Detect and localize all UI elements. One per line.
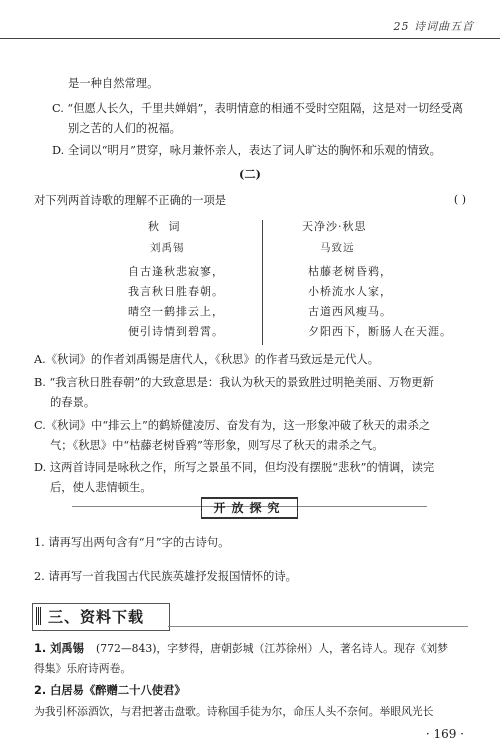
part2-option-d-line1: D. 这两首诗同是咏秋之作，所写之景虽不同，但均没有摆脱“悲秋”的情调，读完	[34, 461, 435, 474]
poem1-line-3: 晴空一鹤排云上，	[128, 305, 224, 318]
part2-option-a: A.《秋词》的作者刘禹锡是唐代人，《秋思》的作者马致远是元代人。	[34, 353, 380, 366]
poem1-line-2: 我言秋日胜春朝。	[128, 285, 224, 298]
poem1-line-4: 便引诗情到碧霄。	[128, 325, 224, 338]
poem1-author: 刘禹锡	[150, 242, 185, 254]
poem2-line-4: 夕阳西下，断肠人在天涯。	[308, 325, 452, 338]
page-number: · 169 ·	[425, 727, 464, 741]
explore-heading: 开放探究	[201, 497, 298, 519]
poem2-line-1: 枯藤老树昏鸦，	[308, 265, 392, 278]
section-heading: 三、资料下载	[48, 608, 145, 626]
part1-option-d: D. 全词以“明月”贯穿，咏月兼怀亲人，表达了词人旷达的胸怀和乐观的情致。	[52, 144, 441, 157]
explore-question-2: 2. 请再写一首我国古代民族英雄抒发报国情怀的诗。	[34, 570, 297, 583]
section-heading-stripe	[36, 607, 42, 625]
answer-bracket: ( )	[453, 193, 466, 206]
materials-item2-text: 为我引杯添酒饮，与君把著击盘歌。诗称国手徒为尔，命压人头不奈何。举眼风光长	[34, 705, 434, 718]
running-header: 25 诗词曲五首	[393, 20, 474, 33]
poem1-line-1: 自古逢秋悲寂寥，	[128, 265, 224, 278]
header-rule	[0, 38, 500, 39]
poem2-author: 马致远	[320, 242, 355, 254]
continuation-text: 是一种自然常理。	[68, 77, 159, 90]
materials-item2-label: 2. 白居易《醉赠二十八使君》	[34, 684, 186, 697]
materials-item1-text-line2: 得集》乐府诗两卷。	[34, 662, 132, 675]
poem-divider	[262, 220, 263, 345]
section-rule	[168, 626, 468, 627]
part2-option-c-line2: 气；《秋思》中“枯藤老树昏鸦”等形象，则写尽了秋天的肃杀之气。	[50, 439, 384, 452]
materials-item1-text-line1: (772—843)，字梦得，唐朝彭城（江苏徐州）人，著名诗人。现存《刘梦	[96, 642, 448, 655]
part1-option-c-line2: 别之苦的人们的祝福。	[68, 122, 181, 135]
materials-item1-label: 1. 刘禹锡	[34, 642, 84, 655]
part2-question: 对下列两首诗歌的理解不正确的一项是	[34, 194, 227, 207]
poem2-title: 天净沙·秋思	[302, 220, 367, 233]
explore-question-1: 1. 请再写出两句含有“月”字的古诗句。	[34, 536, 230, 549]
part1-option-c-line1: C. “但愿人长久，千里共婵娟”，表明情意的相通不受时空阻隔，这是对一切经受离	[52, 102, 464, 115]
part2-option-d-line2: 后，使人悲情顿生。	[50, 481, 152, 494]
part2-option-c-line1: C.《秋词》中“排云上”的鹤矫健凌厉、奋发有为，这一形象冲破了秋天的肃杀之	[34, 419, 431, 432]
poem1-title: 秋 词	[148, 220, 183, 233]
poem2-line-3: 古道西风瘦马。	[308, 305, 392, 318]
part2-option-b-line2: 的春景。	[50, 396, 96, 409]
poem2-line-2: 小桥流水人家，	[308, 285, 392, 298]
part2-heading: (二)	[239, 167, 261, 181]
part2-option-b-line1: B. “我言秋日胜春朝”的大致意思是：我认为秋天的景致胜过明艳美丽、万物更新	[34, 376, 434, 389]
